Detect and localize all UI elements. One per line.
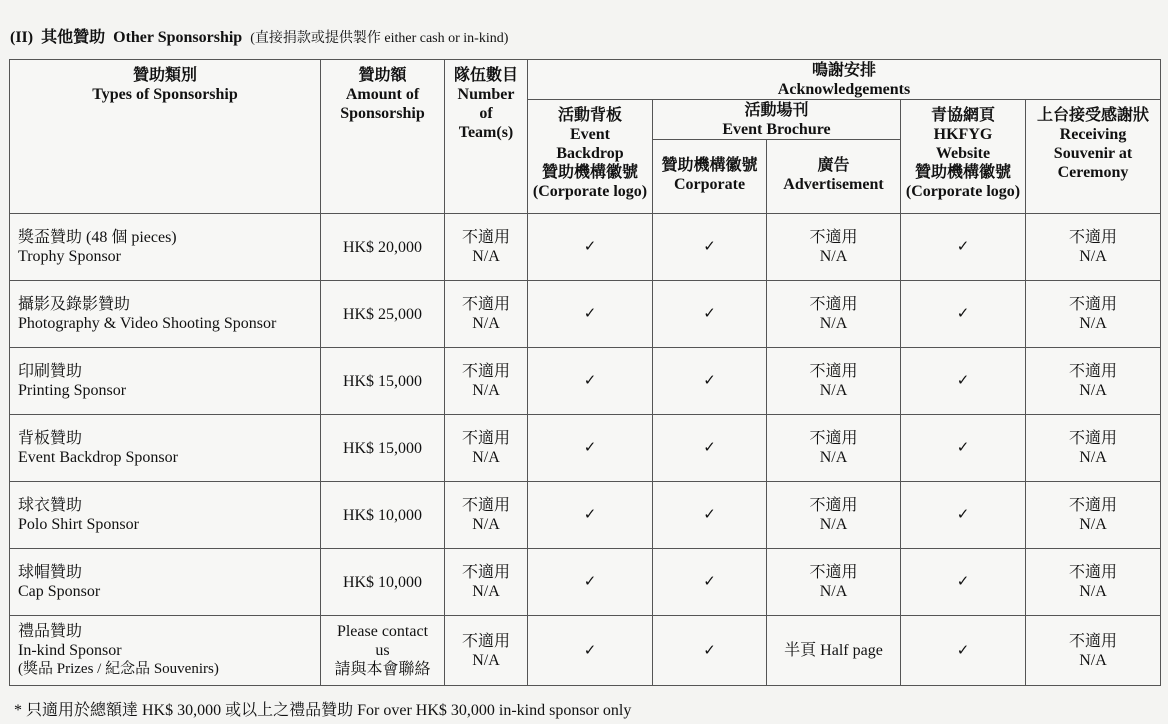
na-zh: 不適用 bbox=[461, 564, 510, 581]
check-cell bbox=[653, 616, 767, 686]
na-cell bbox=[1026, 549, 1161, 616]
check-icon: ✓ bbox=[956, 574, 970, 590]
na-zh: 不適用 bbox=[809, 564, 858, 581]
amount-cell bbox=[321, 214, 445, 281]
amount-value: HK$ 20,000 bbox=[342, 238, 423, 256]
check-cell bbox=[901, 281, 1026, 348]
check-icon: ✓ bbox=[956, 373, 970, 389]
na-zh: 不適用 bbox=[809, 363, 858, 380]
header-website: 青協網頁 HKFYG Website 贊助機構徽號 (Corporate logo) bbox=[901, 100, 1026, 214]
na-en: N/A bbox=[1079, 382, 1107, 399]
na-zh: 不適用 bbox=[809, 229, 858, 246]
check-icon: ✓ bbox=[703, 642, 716, 659]
sponsorship-type-cell bbox=[10, 616, 321, 686]
type-zh: 球帽贊助 bbox=[18, 564, 83, 581]
na-cell bbox=[767, 549, 901, 616]
check-cell bbox=[901, 214, 1026, 281]
na-en: N/A bbox=[472, 382, 500, 399]
sponsorship-type-cell bbox=[10, 482, 321, 549]
check-cell bbox=[528, 549, 653, 616]
header-teams: 隊伍數目 Number of Team(s) bbox=[445, 60, 528, 214]
header-brochure: 活動場刊 Event Brochure bbox=[653, 100, 901, 140]
type-zh: 禮品贊助 bbox=[18, 623, 83, 640]
na-en: N/A bbox=[1079, 449, 1107, 466]
sponsorship-table bbox=[9, 59, 1161, 686]
na-en: N/A bbox=[819, 382, 848, 399]
check-icon: ✓ bbox=[583, 574, 597, 590]
check-icon: ✓ bbox=[956, 642, 970, 659]
na-en: N/A bbox=[1079, 583, 1107, 600]
na-en: N/A bbox=[472, 516, 500, 533]
header-amount: 贊助額 Amount of Sponsorship bbox=[321, 60, 445, 214]
advert-cell bbox=[767, 616, 901, 686]
na-zh: 不適用 bbox=[461, 430, 510, 447]
table-row bbox=[10, 281, 1161, 348]
table-row bbox=[10, 214, 1161, 281]
check-cell bbox=[901, 415, 1026, 482]
check-cell bbox=[528, 482, 653, 549]
na-en: N/A bbox=[819, 248, 848, 265]
na-cell bbox=[445, 415, 528, 482]
na-cell bbox=[1026, 281, 1161, 348]
header-corporate: 贊助機構徽號 Corporate bbox=[653, 140, 767, 214]
amount-cell bbox=[321, 616, 445, 686]
check-icon: ✓ bbox=[583, 440, 597, 456]
na-zh: 不適用 bbox=[1068, 229, 1117, 246]
check-cell bbox=[901, 348, 1026, 415]
na-cell bbox=[1026, 214, 1161, 281]
na-zh: 不適用 bbox=[1068, 564, 1117, 581]
na-cell bbox=[445, 281, 528, 348]
na-cell bbox=[1026, 415, 1161, 482]
check-cell bbox=[653, 415, 767, 482]
check-icon: ✓ bbox=[703, 574, 716, 590]
na-en: N/A bbox=[472, 651, 500, 669]
amount-value: HK$ 10,000 bbox=[342, 506, 423, 524]
half-page-label: 半頁 Half page bbox=[784, 642, 883, 659]
header-souvenir: 上台接受感謝狀 Receiving Souvenir at Ceremony bbox=[1026, 100, 1161, 214]
na-en: N/A bbox=[1079, 516, 1107, 533]
check-cell bbox=[528, 415, 653, 482]
section-heading bbox=[10, 24, 508, 47]
check-cell bbox=[528, 348, 653, 415]
check-icon: ✓ bbox=[583, 373, 597, 389]
na-cell bbox=[1026, 616, 1161, 686]
na-zh: 不適用 bbox=[461, 296, 510, 313]
amount-cell bbox=[321, 348, 445, 415]
check-cell bbox=[528, 616, 653, 686]
na-en: N/A bbox=[1079, 315, 1107, 332]
na-zh: 不適用 bbox=[809, 497, 858, 514]
na-cell bbox=[445, 616, 528, 686]
check-cell bbox=[901, 482, 1026, 549]
header-backdrop: 活動背板 Event Backdrop 贊助機構徽號 (Corporate logo) bbox=[528, 100, 653, 214]
table-row bbox=[10, 482, 1161, 549]
sponsorship-type-cell bbox=[10, 281, 321, 348]
na-en: N/A bbox=[472, 583, 500, 600]
na-zh: 不適用 bbox=[1068, 296, 1117, 313]
type-zh: 背板贊助 bbox=[18, 430, 83, 447]
type-sub: (獎品 Prizes / 紀念品 Souvenirs) bbox=[18, 661, 219, 677]
check-icon: ✓ bbox=[703, 440, 716, 456]
check-cell bbox=[653, 214, 767, 281]
check-cell bbox=[653, 549, 767, 616]
amount-value: HK$ 25,000 bbox=[342, 305, 423, 323]
check-icon: ✓ bbox=[703, 306, 716, 322]
check-cell bbox=[528, 281, 653, 348]
section-title-zh: 其他贊助 bbox=[41, 29, 106, 46]
amount-cell bbox=[321, 549, 445, 616]
amount-contact: 請與本會聯絡 bbox=[334, 661, 431, 678]
type-zh: 印刷贊助 bbox=[18, 363, 83, 380]
na-zh: 不適用 bbox=[1068, 430, 1117, 447]
check-icon: ✓ bbox=[583, 306, 597, 322]
na-en: N/A bbox=[472, 248, 500, 265]
check-icon: ✓ bbox=[703, 507, 716, 523]
check-icon: ✓ bbox=[956, 306, 970, 322]
amount-contact: us bbox=[375, 642, 390, 659]
check-cell bbox=[901, 549, 1026, 616]
na-zh: 不適用 bbox=[461, 229, 510, 246]
type-zh: 獎盃贊助 (48 個 pieces) bbox=[18, 229, 177, 246]
na-cell bbox=[767, 281, 901, 348]
na-cell bbox=[1026, 348, 1161, 415]
type-en: Trophy Sponsor bbox=[18, 248, 121, 265]
section-title-en: Other Sponsorship bbox=[113, 29, 243, 46]
na-zh: 不適用 bbox=[461, 363, 510, 380]
sponsorship-type-cell bbox=[10, 214, 321, 281]
amount-contact: Please contact bbox=[336, 623, 429, 640]
na-en: N/A bbox=[819, 449, 848, 466]
na-cell bbox=[767, 415, 901, 482]
amount-cell bbox=[321, 281, 445, 348]
check-icon: ✓ bbox=[703, 239, 716, 255]
sponsorship-type-cell bbox=[10, 549, 321, 616]
check-icon: ✓ bbox=[956, 239, 970, 255]
amount-value: HK$ 15,000 bbox=[342, 439, 423, 457]
section-note: (直接捐款或提供製作 either cash or in-kind) bbox=[250, 31, 509, 46]
na-cell bbox=[445, 214, 528, 281]
table-row bbox=[10, 616, 1161, 686]
na-cell bbox=[767, 348, 901, 415]
na-cell bbox=[445, 549, 528, 616]
amount-value: HK$ 10,000 bbox=[342, 573, 423, 591]
type-en: Event Backdrop Sponsor bbox=[18, 449, 178, 466]
amount-cell bbox=[321, 415, 445, 482]
table-row bbox=[10, 415, 1161, 482]
na-cell bbox=[445, 348, 528, 415]
type-en: Photography & Video Shooting Sponsor bbox=[18, 315, 277, 332]
check-cell bbox=[653, 348, 767, 415]
na-zh: 不適用 bbox=[1068, 632, 1117, 650]
na-en: N/A bbox=[472, 449, 500, 466]
na-en: N/A bbox=[819, 315, 848, 332]
na-cell bbox=[767, 482, 901, 549]
table-row bbox=[10, 348, 1161, 415]
sponsorship-type-cell bbox=[10, 348, 321, 415]
na-zh: 不適用 bbox=[809, 296, 858, 313]
type-en: In-kind Sponsor bbox=[18, 642, 122, 659]
table-body bbox=[10, 214, 1161, 686]
na-en: N/A bbox=[1079, 248, 1107, 265]
header-acknowledgements: 鳴謝安排 Acknowledgements bbox=[528, 60, 1161, 100]
na-zh: 不適用 bbox=[809, 430, 858, 447]
type-en: Printing Sponsor bbox=[18, 382, 127, 399]
amount-value: HK$ 15,000 bbox=[342, 372, 423, 390]
check-cell bbox=[901, 616, 1026, 686]
check-icon: ✓ bbox=[703, 373, 716, 389]
header-type: 贊助類別 Types of Sponsorship bbox=[10, 60, 321, 214]
type-en: Cap Sponsor bbox=[18, 583, 101, 600]
na-cell bbox=[445, 482, 528, 549]
header-advertisement: 廣告 Advertisement bbox=[767, 140, 901, 214]
na-en: N/A bbox=[819, 516, 848, 533]
type-zh: 攝影及錄影贊助 bbox=[18, 296, 131, 313]
na-cell bbox=[767, 214, 901, 281]
na-cell bbox=[1026, 482, 1161, 549]
check-cell bbox=[653, 281, 767, 348]
na-zh: 不適用 bbox=[461, 497, 510, 514]
amount-cell bbox=[321, 482, 445, 549]
na-en: N/A bbox=[1079, 651, 1107, 669]
type-zh: 球衣贊助 bbox=[18, 497, 83, 514]
footnote: * 只適用於總額達 HK$ 30,000 或以上之禮品贊助 For over HK$ 30,000 in-kind sponsor only bbox=[14, 702, 632, 719]
section-number: (II) bbox=[10, 29, 34, 46]
check-icon: ✓ bbox=[583, 239, 597, 255]
na-zh: 不適用 bbox=[1068, 363, 1117, 380]
na-en: N/A bbox=[472, 315, 500, 332]
check-icon: ✓ bbox=[956, 507, 970, 523]
na-en: N/A bbox=[819, 583, 848, 600]
check-icon: ✓ bbox=[956, 440, 970, 456]
na-zh: 不適用 bbox=[1068, 497, 1117, 514]
check-cell bbox=[653, 482, 767, 549]
check-icon: ✓ bbox=[583, 642, 597, 659]
check-icon: ✓ bbox=[583, 507, 597, 523]
check-cell bbox=[528, 214, 653, 281]
sponsorship-type-cell bbox=[10, 415, 321, 482]
table-row bbox=[10, 549, 1161, 616]
type-en: Polo Shirt Sponsor bbox=[18, 516, 139, 533]
na-zh: 不適用 bbox=[461, 632, 510, 650]
